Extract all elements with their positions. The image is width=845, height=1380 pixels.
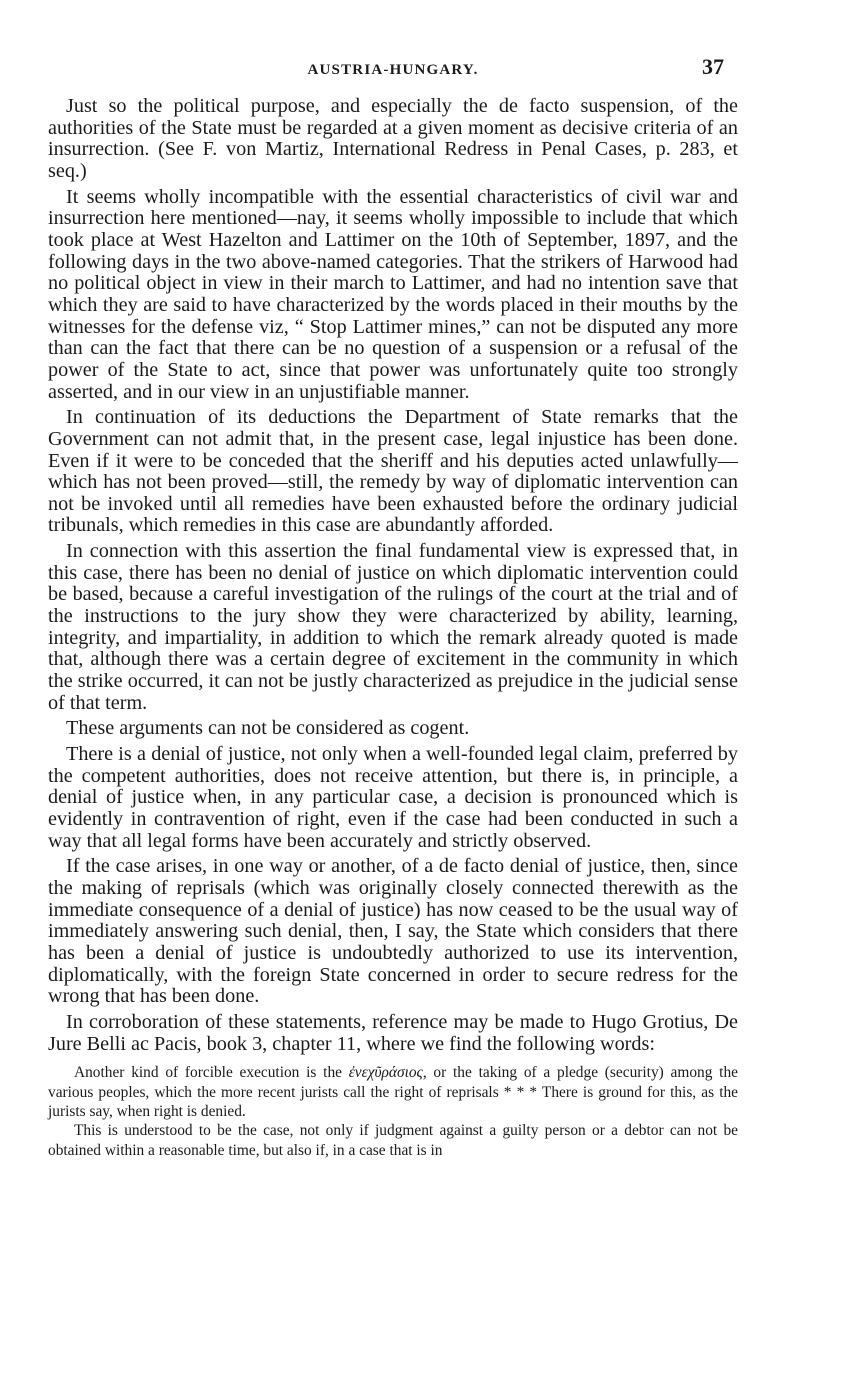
block-quote-continuation: This is understood to be the case, not only if judgment against a guilty person or a debtor can not be obtained within a reasonable time, but also if, in a case that is in [48,1122,738,1159]
paragraph-3: In continuation of its deductions the Department of State remarks that the Government can not admit that, in the present case, legal injustice has been done. Even if it were to be conceded that the sheriff and his deputies acted unlawfully—which has not been proved—still, the remedy by way of diplomatic intervention can not be invoked until all remedies have been exhausted before the ordinary judicial tribunals, which remedies in this case are abundantly afforded. [48,406,738,537]
page-header [48,52,738,86]
paragraph-7: If the case arises, in one way or another, of a de facto denial of justice, then, since the making of reprisals (which was originally closely connected therewith as the immediate consequence of a denial of justice) has now ceased to be the usual way of immediately answering such denial, then, I say, the State which considers that there has been a denial of justice is undoubtedly authorized to use its intervention, diplomatically, with the foreign State concerned in order to secure redress for the wrong that has been done. [48,855,738,1008]
paragraph-6: There is a denial of justice, not only when a well-founded legal claim, preferred by the competent authorities, does not receive attention, but there is, in principle, a denial of justice when, in any particular case, a decision is pronounced which is evidently in contravention of right, even if the case had been conducted in such a way that all legal forms have been accurately and strictly observed. [48,743,738,852]
paragraph-2: It seems wholly incompatible with the essential characteristics of civil war and insurrection here mentioned—nay, it seems wholly impossible to include that which took place at West Hazelton and Lattimer on the 10th of September, 1897, and the following days in the two above-named categories. That the strikers of Harwood had no political object in view in their march to Lattimer, and had no intention save that which they are said to have characterized by the words placed in their mouths by the witnesses for the defense viz, “ Stop Lattimer mines,” can not be disputed any more than can the fact that there can be no question of a suspension or a refusal of the power of the State to act, since that power was unfortunately quite too strongly asserted, and in our view in an unjustifiable manner. [48,185,738,403]
page-number: 37 [702,54,724,79]
paragraph-1: Just so the political purpose, and especially the de facto suspension, of the authorities of the State must be regarded at a given moment as decisive criteria of an insurrection. (See F. von Martiz, International Redress in Penal Cases, p. 283, et seq.) [48,95,738,182]
body-text [48,96,738,1160]
paragraph-4: In connection with this assertion the final fundamental view is expressed that, in this case, there has been no denial of justice on which diplomatic intervention could be based, because a careful investigation of the rulings of the court at the trial and of the instructions to the jury show they were characterized by ability, learning, integrity, and impartiality, in addition to which the remark already quoted is made that, although there was a certain degree of excitement in the community in which the strike occurred, it can not be justly characterized as prejudice in the judicial sense of that term. [48,540,738,714]
quote-text-end: , or the taking of a pledge (security) among the various peoples, which the more recent jurists call the right of reprisals * * * There is ground for this, as the jurists say, when right is denied. [48,1064,738,1121]
running-head: AUSTRIA-HUNGARY. [307,62,479,78]
block-quote [48,1063,738,1121]
quote-text-start: Another kind of forcible execution is the [74,1064,349,1082]
paragraph-5: These arguments can not be considered as cogent. [66,717,470,740]
paragraph-8: In corroboration of these statements, reference may be made to Hugo Grotius, De Jure Belli ac Pacis, book 3, chapter 11, where we find the following words: [48,1010,738,1055]
greek-term: ἐνεχῦράσιος [348,1064,423,1082]
